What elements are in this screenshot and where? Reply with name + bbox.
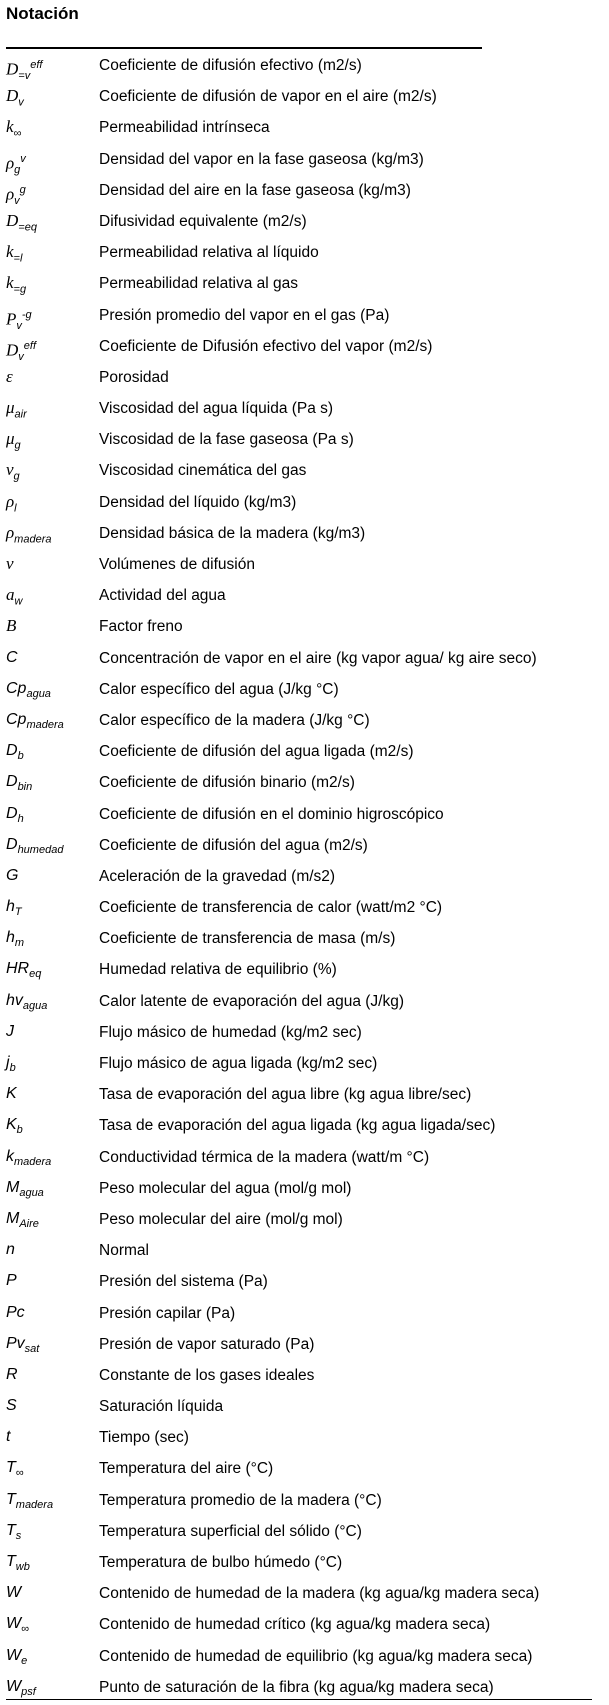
notation-row bbox=[0, 1080, 609, 1111]
notation-row bbox=[0, 1610, 609, 1641]
notation-row bbox=[0, 1236, 609, 1267]
symbol-base: D bbox=[6, 773, 18, 791]
symbol-base: K bbox=[6, 1085, 17, 1103]
symbol-base: G bbox=[6, 866, 19, 884]
notation-symbol bbox=[6, 397, 27, 425]
symbol-subscript: b bbox=[16, 1124, 23, 1137]
notation-description: Densidad del aire en la fase gaseosa (kg/m3) bbox=[99, 181, 411, 199]
symbol-base: P bbox=[6, 1272, 17, 1290]
symbol-base: P bbox=[6, 309, 17, 329]
symbol-subscript: v bbox=[18, 96, 24, 109]
symbol-base: ρ bbox=[6, 491, 15, 511]
notation-description: Contenido de humedad de equilibrio (kg agua/kg madera seca) bbox=[99, 1647, 533, 1665]
notation-description: Coeficiente de difusión del agua (m2/s) bbox=[99, 836, 368, 854]
notation-row bbox=[0, 1299, 609, 1330]
notation-row bbox=[0, 1423, 609, 1454]
symbol-base: R bbox=[6, 1365, 18, 1383]
symbol-subscript: madera bbox=[26, 719, 64, 732]
symbol-superscript: eff bbox=[23, 339, 37, 352]
notation-symbol bbox=[6, 1582, 21, 1604]
notation-symbol bbox=[6, 1114, 23, 1141]
symbol-base: j bbox=[6, 1054, 10, 1071]
symbol-subscript: v bbox=[14, 194, 20, 207]
notation-row bbox=[0, 363, 609, 394]
symbol-base: K bbox=[6, 1116, 17, 1134]
symbol-subscript: psf bbox=[21, 1685, 36, 1698]
notation-description: Temperatura del aire (°C) bbox=[99, 1460, 274, 1478]
notation-row bbox=[0, 1049, 609, 1080]
notation-symbol bbox=[6, 1302, 25, 1324]
symbol-base: ρ bbox=[6, 153, 15, 173]
symbol-base: μ bbox=[6, 429, 15, 449]
notation-description: Constante de los gases ideales bbox=[99, 1366, 315, 1384]
notation-symbol bbox=[6, 647, 18, 669]
notation-row bbox=[0, 706, 609, 737]
notation-description: Viscosidad de la fase gaseosa (Pa s) bbox=[99, 431, 354, 449]
notation-symbol bbox=[6, 553, 14, 575]
symbol-subscript: =g bbox=[13, 283, 27, 296]
notation-symbol bbox=[6, 1052, 16, 1079]
notation-description: Densidad básica de la madera (kg/m3) bbox=[99, 524, 366, 542]
notation-row bbox=[0, 519, 609, 550]
notation-symbol bbox=[6, 1146, 51, 1173]
notation-symbol bbox=[6, 428, 21, 456]
notation-symbol bbox=[6, 1645, 27, 1672]
notation-symbol bbox=[6, 1021, 14, 1043]
notation-row bbox=[0, 1642, 609, 1673]
notation-row bbox=[0, 1454, 609, 1485]
symbol-subscript: v bbox=[16, 319, 22, 332]
notation-row bbox=[0, 1361, 609, 1392]
symbol-subscript: g bbox=[14, 439, 21, 452]
symbol-base: W bbox=[6, 1584, 22, 1602]
symbol-base: T bbox=[6, 1553, 16, 1570]
notation-row bbox=[0, 488, 609, 519]
notation-description: Coeficiente de transferencia de calor (watt/m2 °C) bbox=[99, 899, 443, 917]
symbol-base: hv bbox=[6, 991, 23, 1009]
symbol-subscript: ∞ bbox=[13, 127, 22, 140]
notation-description: Peso molecular del aire (mol/g mol) bbox=[99, 1210, 343, 1228]
notation-row bbox=[0, 955, 609, 986]
symbol-superscript: v bbox=[20, 152, 26, 165]
symbol-subscript: T bbox=[14, 906, 22, 919]
symbol-subscript: g bbox=[13, 470, 20, 483]
symbol-superscript: g bbox=[19, 183, 26, 196]
notation-row bbox=[0, 425, 609, 456]
notation-row bbox=[0, 1143, 609, 1174]
symbol-subscript: =l bbox=[13, 252, 23, 265]
notation-description: Difusividad equivalente (m2/s) bbox=[99, 212, 307, 230]
symbol-base: k bbox=[6, 273, 14, 293]
notation-description: Viscosidad cinemática del gas bbox=[99, 462, 307, 480]
notation-symbol bbox=[6, 1364, 18, 1386]
symbol-subscript: madera bbox=[14, 1155, 52, 1168]
notation-row bbox=[0, 675, 609, 706]
notation-description: Normal bbox=[99, 1242, 149, 1260]
notation-description: Permeabilidad relativa al líquido bbox=[99, 244, 319, 262]
page-title: Notación bbox=[6, 4, 79, 23]
symbol-base: ε bbox=[6, 366, 13, 386]
symbol-subscript: h bbox=[17, 812, 24, 825]
notation-row bbox=[0, 1579, 609, 1610]
notation-description: Flujo másico de humedad (kg/m2 sec) bbox=[99, 1023, 362, 1041]
symbol-subscript: Aire bbox=[19, 1218, 39, 1231]
notation-row bbox=[0, 862, 609, 893]
notation-symbol bbox=[6, 865, 18, 887]
notation-description: Aceleración de la gravedad (m/s2) bbox=[99, 867, 336, 885]
notation-description: Densidad del vapor en la fase gaseosa (kg/m3) bbox=[99, 150, 424, 168]
notation-row bbox=[0, 207, 609, 238]
notation-description: Tasa de evaporación del agua ligada (kg agua ligada/sec) bbox=[99, 1117, 496, 1135]
notation-description: Tasa de evaporación del agua libre (kg agua libre/sec) bbox=[99, 1086, 472, 1104]
notation-symbol bbox=[6, 771, 32, 798]
notation-description: Presión de vapor saturado (Pa) bbox=[99, 1335, 315, 1353]
notation-symbol bbox=[6, 896, 22, 923]
symbol-subscript: b bbox=[17, 750, 24, 763]
notation-description: Porosidad bbox=[99, 368, 169, 386]
notation-description: Presión capilar (Pa) bbox=[99, 1304, 236, 1322]
symbol-subscript: m bbox=[14, 937, 25, 950]
symbol-base: D bbox=[6, 86, 19, 106]
notation-row bbox=[0, 332, 609, 363]
notation-symbol bbox=[6, 1426, 10, 1448]
symbol-subscript: e bbox=[21, 1654, 28, 1667]
symbol-base: h bbox=[6, 898, 15, 916]
notation-description: Coeficiente de Difusión efectivo del vapor (m2/s) bbox=[99, 337, 433, 355]
notation-description: Temperatura superficial del sólido (°C) bbox=[99, 1522, 362, 1540]
notation-row bbox=[0, 612, 609, 643]
notation-symbol bbox=[6, 1395, 17, 1417]
symbol-subscript: sat bbox=[24, 1342, 40, 1355]
symbol-subscript: ∞ bbox=[21, 1623, 29, 1636]
symbol-base: S bbox=[6, 1397, 17, 1415]
notation-description: Humedad relativa de equilibrio (%) bbox=[99, 961, 337, 979]
notation-description: Calor específico de la madera (J/kg °C) bbox=[99, 711, 370, 729]
symbol-subscript: humedad bbox=[17, 843, 64, 856]
notation-description: Concentración de vapor en el aire (kg vapor agua/ kg aire seco) bbox=[99, 649, 537, 667]
notation-symbol bbox=[6, 678, 51, 705]
notation-symbol bbox=[6, 1083, 17, 1105]
symbol-superscript: eff bbox=[30, 59, 43, 71]
symbol-base: ρ bbox=[6, 184, 15, 204]
notation-symbol bbox=[6, 958, 41, 985]
notation-symbol bbox=[6, 1613, 29, 1640]
symbol-base: B bbox=[6, 616, 17, 636]
symbol-base: Pc bbox=[6, 1303, 25, 1321]
notation-row bbox=[0, 51, 609, 82]
notation-symbol bbox=[6, 740, 24, 767]
symbol-subscript: wb bbox=[15, 1561, 30, 1574]
symbol-base: k bbox=[6, 117, 14, 137]
symbol-base: ν bbox=[6, 554, 14, 573]
symbol-base: n bbox=[6, 1241, 15, 1259]
symbol-base: M bbox=[6, 1178, 20, 1196]
symbol-base: D bbox=[6, 804, 18, 822]
notation-symbol bbox=[6, 116, 21, 144]
notation-description: Volúmenes de difusión bbox=[99, 556, 255, 573]
symbol-base: μ bbox=[6, 398, 15, 418]
notation-symbol bbox=[6, 241, 22, 269]
symbol-superscript: -g bbox=[21, 308, 32, 321]
symbol-subscript: g bbox=[14, 163, 21, 176]
notation-row bbox=[0, 1205, 609, 1236]
notation-description: Temperatura de bulbo húmedo (°C) bbox=[99, 1554, 343, 1571]
notation-row bbox=[0, 987, 609, 1018]
notation-description: Coeficiente de difusión del agua ligada (m2/s) bbox=[99, 743, 414, 761]
symbol-subscript: madera bbox=[14, 533, 52, 546]
symbol-base: J bbox=[6, 1022, 14, 1040]
notation-row bbox=[0, 550, 609, 581]
notation-symbol bbox=[6, 491, 17, 519]
notation-list bbox=[0, 51, 609, 1704]
notation-description: Calor latente de evaporación del agua (J/kg) bbox=[99, 992, 405, 1010]
symbol-subscript: eq bbox=[29, 968, 42, 981]
symbol-subscript: b bbox=[9, 1062, 16, 1075]
symbol-subscript: l bbox=[14, 502, 17, 515]
notation-row bbox=[0, 113, 609, 144]
symbol-base: T bbox=[6, 1490, 16, 1508]
notation-symbol bbox=[6, 1457, 24, 1484]
notation-symbol bbox=[6, 1270, 17, 1292]
notation-description: Conductividad térmica de la madera (watt/m °C) bbox=[99, 1148, 430, 1166]
notation-description: Factor freno bbox=[99, 618, 183, 636]
notation-row bbox=[0, 924, 609, 955]
symbol-base: C bbox=[6, 648, 18, 666]
symbol-base: k bbox=[6, 1147, 14, 1165]
symbol-base: M bbox=[6, 1209, 20, 1227]
symbol-subscript: bin bbox=[17, 781, 33, 794]
notation-description: Calor específico del agua (J/kg °C) bbox=[99, 680, 339, 698]
symbol-base: D bbox=[6, 742, 18, 760]
notation-row bbox=[0, 1486, 609, 1517]
notation-row bbox=[0, 1392, 609, 1423]
symbol-subscript: agua bbox=[26, 687, 51, 700]
notation-description: Densidad del líquido (kg/m3) bbox=[99, 493, 297, 511]
symbol-base: T bbox=[6, 1459, 16, 1477]
notation-symbol bbox=[6, 1520, 21, 1547]
notation-symbol bbox=[6, 803, 24, 830]
notation-description: Coeficiente de transferencia de masa (m/s) bbox=[99, 930, 396, 948]
notation-description: Coeficiente de difusión en el dominio higroscópico bbox=[99, 805, 444, 823]
symbol-subscript: agua bbox=[19, 1186, 44, 1199]
symbol-subscript: s bbox=[15, 1530, 22, 1542]
notation-symbol bbox=[6, 459, 20, 487]
symbol-base: Pv bbox=[6, 1334, 25, 1352]
notation-symbol bbox=[6, 1208, 39, 1235]
notation-row bbox=[0, 145, 609, 176]
symbol-base: h bbox=[6, 929, 15, 947]
symbol-base: a bbox=[6, 585, 15, 605]
symbol-subscript: =v bbox=[18, 70, 31, 83]
notation-description: Contenido de humedad crítico (kg agua/kg madera seca) bbox=[99, 1616, 491, 1634]
notation-symbol bbox=[6, 522, 51, 550]
symbol-subscript: agua bbox=[22, 999, 48, 1012]
notation-description: Coeficiente de difusión efectivo (m2/s) bbox=[99, 57, 362, 74]
notation-row bbox=[0, 893, 609, 924]
notation-row bbox=[0, 1267, 609, 1298]
notation-row bbox=[0, 581, 609, 612]
notation-symbol bbox=[6, 210, 37, 238]
notation-row bbox=[0, 301, 609, 332]
notation-symbol bbox=[6, 366, 13, 388]
notation-description: Peso molecular del agua (mol/g mol) bbox=[99, 1179, 352, 1197]
symbol-base: Cp bbox=[6, 710, 27, 728]
notation-symbol bbox=[6, 1489, 53, 1516]
notation-row bbox=[0, 1174, 609, 1205]
bottom-rule bbox=[6, 1699, 592, 1700]
notation-symbol bbox=[6, 1333, 39, 1360]
symbol-base: HR bbox=[6, 960, 30, 978]
notation-symbol bbox=[6, 1551, 30, 1578]
symbol-subscript: w bbox=[14, 595, 23, 608]
notation-description: Punto de saturación de la fibra (kg agua/kg madera seca) bbox=[99, 1678, 494, 1696]
notation-description: Coeficiente de difusión de vapor en el aire (m2/s) bbox=[99, 88, 437, 106]
notation-symbol bbox=[6, 709, 64, 736]
symbol-base: ν bbox=[6, 460, 14, 480]
notation-row bbox=[0, 1018, 609, 1049]
notation-symbol bbox=[6, 584, 22, 612]
symbol-base: W bbox=[6, 1677, 22, 1695]
notation-row bbox=[0, 1517, 609, 1548]
notation-description: Coeficiente de difusión binario (m2/s) bbox=[99, 774, 355, 792]
notation-description: Viscosidad del agua líquida (Pa s) bbox=[99, 400, 334, 418]
symbol-subscript: madera bbox=[15, 1498, 54, 1511]
notation-row bbox=[0, 238, 609, 269]
notation-description: Tiempo (sec) bbox=[99, 1429, 189, 1447]
notation-row bbox=[0, 176, 609, 207]
notation-row bbox=[0, 737, 609, 768]
notation-row bbox=[0, 1548, 609, 1579]
symbol-base: Cp bbox=[6, 679, 27, 697]
notation-row bbox=[0, 831, 609, 862]
notation-symbol bbox=[6, 927, 24, 954]
notation-row bbox=[0, 82, 609, 113]
notation-row bbox=[0, 644, 609, 675]
notation-symbol bbox=[6, 85, 24, 113]
notation-row bbox=[0, 1330, 609, 1361]
symbol-subscript: ∞ bbox=[15, 1467, 24, 1480]
symbol-base: t bbox=[6, 1428, 11, 1446]
notation-symbol bbox=[6, 615, 16, 637]
symbol-base: D bbox=[6, 210, 19, 230]
notation-description: Presión del sistema (Pa) bbox=[99, 1273, 268, 1291]
top-rule bbox=[6, 47, 482, 49]
symbol-base: D bbox=[6, 59, 19, 79]
notation-description: Permeabilidad relativa al gas bbox=[99, 275, 299, 293]
symbol-base: k bbox=[6, 242, 14, 262]
notation-description: Actividad del agua bbox=[99, 587, 226, 605]
symbol-base: W bbox=[6, 1615, 22, 1633]
notation-symbol bbox=[6, 272, 26, 300]
symbol-subscript: =eq bbox=[18, 221, 37, 234]
notation-description: Permeabilidad intrínseca bbox=[99, 119, 270, 137]
symbol-base: D bbox=[6, 835, 18, 853]
notation-description: Temperatura promedio de la madera (°C) bbox=[99, 1491, 382, 1509]
notation-description: Flujo másico de agua ligada (kg/m2 sec) bbox=[99, 1055, 378, 1072]
notation-description: Saturación líquida bbox=[99, 1398, 224, 1416]
notation-symbol bbox=[6, 990, 47, 1017]
symbol-base: D bbox=[6, 340, 19, 360]
notation-symbol bbox=[6, 1177, 44, 1204]
notation-symbol bbox=[6, 1239, 15, 1261]
notation-row bbox=[0, 800, 609, 831]
notation-row bbox=[0, 269, 609, 300]
notation-symbol bbox=[6, 834, 63, 861]
notation-description: Contenido de humedad de la madera (kg agua/kg madera seca) bbox=[99, 1585, 540, 1603]
symbol-base: ρ bbox=[6, 522, 15, 542]
notation-row bbox=[0, 456, 609, 487]
symbol-subscript: v bbox=[18, 350, 24, 363]
notation-description: Presión promedio del vapor en el gas (Pa) bbox=[99, 306, 390, 324]
notation-row bbox=[0, 394, 609, 425]
symbol-subscript: air bbox=[14, 408, 27, 421]
symbol-base: T bbox=[6, 1521, 16, 1539]
notation-row bbox=[0, 1111, 609, 1142]
symbol-base: W bbox=[6, 1646, 22, 1664]
notation-row bbox=[0, 768, 609, 799]
